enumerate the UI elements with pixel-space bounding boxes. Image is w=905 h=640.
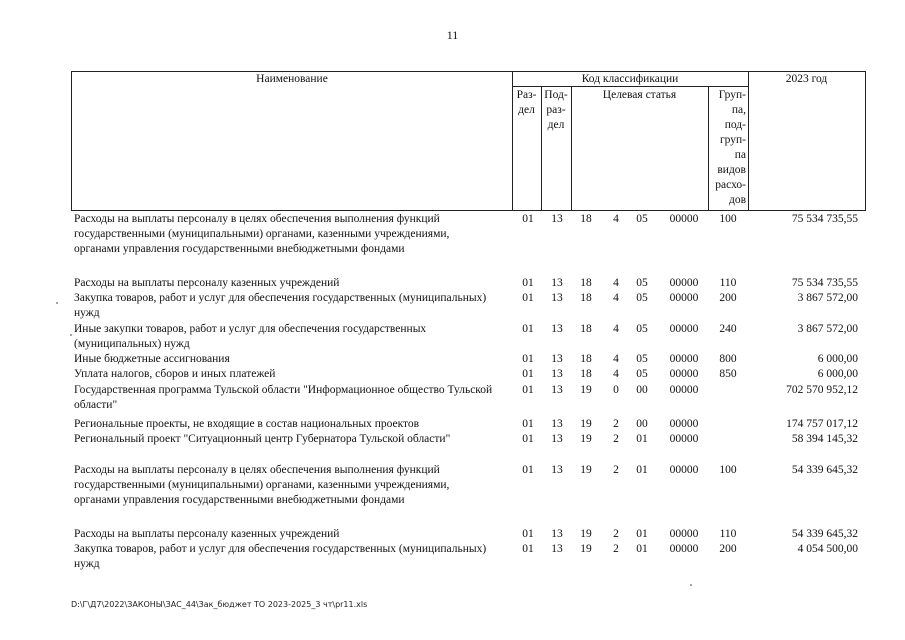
row-program: 18: [580, 353, 592, 365]
row-sum: 54 339 645,32: [791, 528, 858, 540]
row-sum: 4 054 500,00: [797, 543, 858, 555]
row-main-event: 05: [636, 292, 648, 304]
row-program: 18: [580, 368, 592, 380]
row-direction: 00000: [669, 528, 699, 540]
row-program: 19: [580, 418, 592, 430]
row-razdel: 01: [522, 528, 534, 540]
row-subprogram: 4: [613, 213, 619, 225]
row-subprogram: 2: [613, 528, 619, 540]
row-razdel: 01: [522, 213, 534, 225]
row-program: 19: [580, 433, 592, 445]
row-sum: 3 867 572,00: [797, 323, 858, 335]
row-main-event: 05: [636, 323, 648, 335]
row-podrazdel: 13: [551, 433, 563, 445]
row-program: 19: [580, 528, 592, 540]
row-subprogram: 4: [613, 353, 619, 365]
row-main-event: 01: [636, 543, 648, 555]
row-name: Расходы на выплаты персоналу казенных учреждений: [74, 528, 340, 540]
row-direction: 00000: [669, 277, 699, 289]
row-razdel: 01: [522, 543, 534, 555]
row-sum: 174 757 017,12: [786, 418, 858, 430]
row-name: Региональные проекты, не входящие в состав национальных проектов: [74, 418, 420, 430]
row-subprogram: 2: [613, 464, 619, 476]
row-expense-type: 200: [719, 543, 737, 555]
row-podrazdel: 13: [551, 543, 563, 555]
row-expense-type: 100: [719, 213, 737, 225]
header-divider: [571, 86, 572, 210]
footer-file-path: D:\Г\Д7\2022\ЗАКОНЫ\ЗАС_44\Зак_бюджет ТО 2023-2025_3 чт\pr11.xls: [71, 600, 368, 609]
row-direction: 00000: [669, 464, 699, 476]
row-razdel: 01: [522, 464, 534, 476]
header-code: Код классификации: [581, 73, 679, 85]
header-razdel: Раз- дел: [516, 89, 537, 116]
row-main-event: 00: [636, 418, 648, 430]
row-main-event: 05: [636, 213, 648, 225]
row-program: 18: [580, 292, 592, 304]
row-direction: 00000: [669, 213, 699, 225]
row-main-event: 05: [636, 368, 648, 380]
row-sum: 6 000,00: [817, 353, 858, 365]
row-direction: 00000: [669, 323, 699, 335]
header-divider: [748, 72, 749, 210]
row-podrazdel: 13: [551, 292, 563, 304]
row-subprogram: 0: [613, 384, 619, 396]
row-subprogram: 4: [613, 323, 619, 335]
row-expense-type: 110: [719, 528, 737, 540]
row-direction: 00000: [669, 433, 699, 445]
row-name: Закупка товаров, работ и услуг для обеспечения государственных (муниципальных) нужд: [74, 292, 487, 319]
row-program: 19: [580, 384, 592, 396]
row-razdel: 01: [522, 433, 534, 445]
row-expense-type: 110: [719, 277, 737, 289]
row-name: Расходы на выплаты персоналу в целях обеспечения выполнения функций государственными (муниципальными) органами, казенными учреждениями, органами управления государственными внебюджетными фондами: [74, 464, 450, 506]
row-main-event: 05: [636, 277, 648, 289]
row-sum: 75 534 735,55: [791, 277, 858, 289]
row-razdel: 01: [522, 368, 534, 380]
row-program: 18: [580, 213, 592, 225]
row-direction: 00000: [669, 418, 699, 430]
header-vid: Груп- па, под- груп- па видов расхо- дов: [715, 89, 746, 206]
header-year: 2023 год: [785, 73, 828, 85]
row-sum: 702 570 952,12: [786, 384, 858, 396]
row-podrazdel: 13: [551, 277, 563, 289]
row-razdel: 01: [522, 353, 534, 365]
row-sum: 75 534 735,55: [791, 213, 858, 225]
row-sum: 6 000,00: [817, 368, 858, 380]
row-name: Уплата налогов, сборов и иных платежей: [74, 368, 276, 380]
row-subprogram: 4: [613, 277, 619, 289]
row-razdel: 01: [522, 292, 534, 304]
header-name: Наименование: [256, 73, 328, 85]
row-sum: 58 394 145,32: [791, 433, 858, 445]
page-number: 11: [446, 28, 459, 42]
row-name: Закупка товаров, работ и услуг для обеспечения государственных (муниципальных) нужд: [74, 543, 487, 570]
row-expense-type: 200: [719, 292, 737, 304]
row-name: Расходы на выплаты персоналу в целях обеспечения выполнения функций государственными (муниципальными) органами, казенными учреждениями, органами управления государственными внебюджетными фондами: [74, 213, 450, 255]
row-podrazdel: 13: [551, 323, 563, 335]
row-sum: 3 867 572,00: [797, 292, 858, 304]
row-name: Региональный проект "Ситуационный центр Губернатора Тульской области": [74, 433, 451, 445]
row-podrazdel: 13: [551, 528, 563, 540]
row-main-event: 01: [636, 464, 648, 476]
row-podrazdel: 13: [551, 368, 563, 380]
row-razdel: 01: [522, 418, 534, 430]
row-podrazdel: 13: [551, 464, 563, 476]
row-main-event: 01: [636, 433, 648, 445]
row-expense-type: 850: [719, 368, 737, 380]
row-program: 19: [580, 464, 592, 476]
row-direction: 00000: [669, 368, 699, 380]
row-direction: 00000: [669, 292, 699, 304]
row-main-event: 01: [636, 528, 648, 540]
header-target: Целевая статья: [602, 89, 677, 101]
row-subprogram: 4: [613, 368, 619, 380]
row-name: Иные закупки товаров, работ и услуг для обеспечения государственных (муниципальных) нужд: [74, 323, 427, 350]
row-subprogram: 2: [613, 418, 619, 430]
row-podrazdel: 13: [551, 418, 563, 430]
row-razdel: 01: [522, 384, 534, 396]
row-expense-type: 240: [719, 323, 737, 335]
scan-speck: [690, 584, 692, 586]
row-direction: 00000: [669, 384, 699, 396]
row-direction: 00000: [669, 543, 699, 555]
row-name: Иные бюджетные ассигнования: [74, 353, 230, 365]
row-main-event: 05: [636, 353, 648, 365]
row-name: Расходы на выплаты персоналу казенных учреждений: [74, 277, 340, 289]
row-podrazdel: 13: [551, 384, 563, 396]
row-name: Государственная программа Тульской области "Информационное общество Тульской области": [74, 384, 493, 411]
row-podrazdel: 13: [551, 353, 563, 365]
row-subprogram: 2: [613, 433, 619, 445]
row-subprogram: 4: [613, 292, 619, 304]
row-program: 19: [580, 543, 592, 555]
row-direction: 00000: [669, 353, 699, 365]
row-podrazdel: 13: [551, 213, 563, 225]
row-razdel: 01: [522, 277, 534, 289]
row-program: 18: [580, 277, 592, 289]
table-header: [71, 71, 866, 211]
row-sum: 54 339 645,32: [791, 464, 858, 476]
header-podrazdel: Под- раз- дел: [544, 89, 568, 131]
row-expense-type: 800: [719, 353, 737, 365]
row-razdel: 01: [522, 323, 534, 335]
scan-speck: [70, 334, 72, 336]
row-main-event: 00: [636, 384, 648, 396]
scan-speck: [56, 302, 58, 304]
row-expense-type: 100: [719, 464, 737, 476]
row-subprogram: 2: [613, 543, 619, 555]
row-program: 18: [580, 323, 592, 335]
